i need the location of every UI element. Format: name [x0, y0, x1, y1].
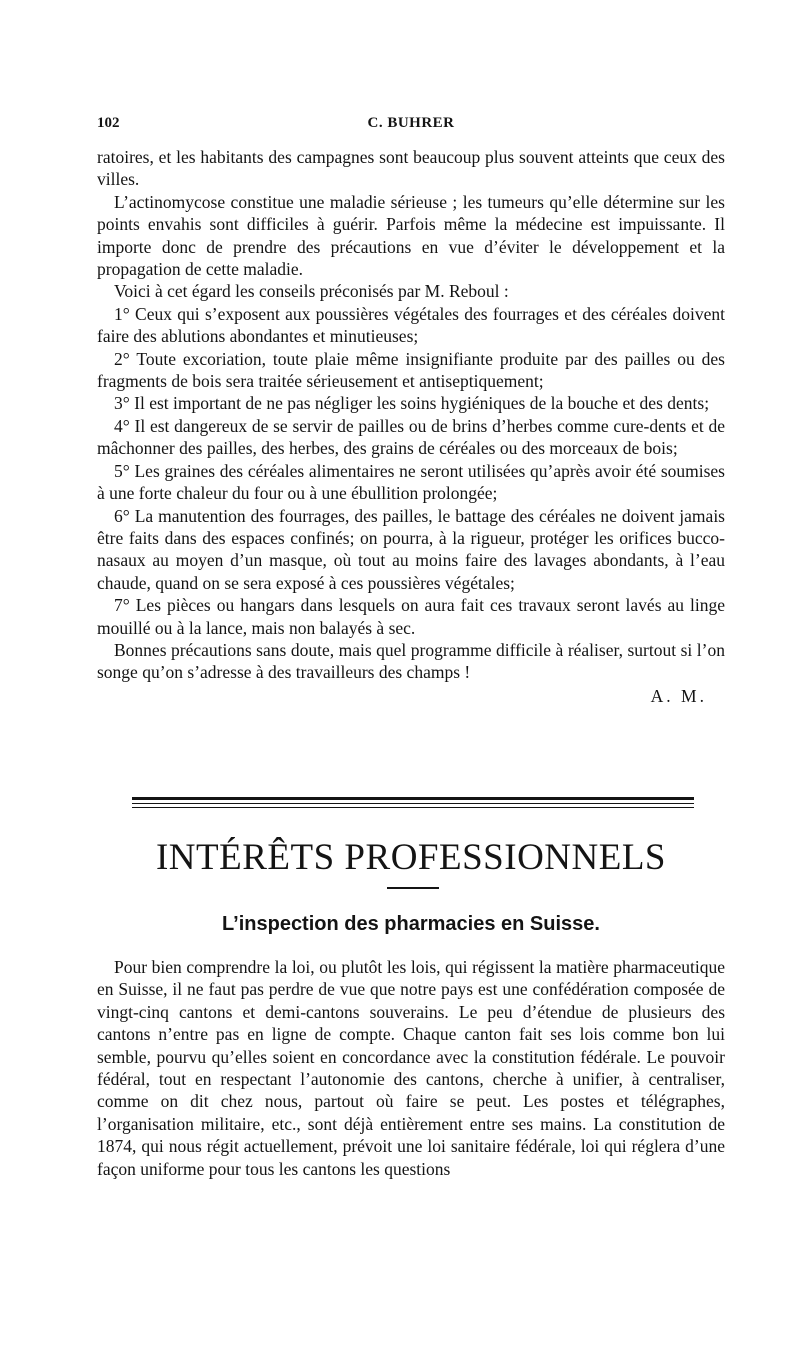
- title-underline: [387, 887, 439, 889]
- list-item: 6° La manutention des fourrages, des pailles, le battage des céréales ne doivent jamais être faits dans des espaces confinés; on pourra, à la rigueur, protéger les orifices bucco-nasaux au moyen d’un masque, où tout au moins faire des lavages abondants, à l’eau chaude, quand on se sera exposé à ces poussières végétales;: [97, 505, 725, 593]
- list-item: 2° Toute excoriation, toute plaie même insignifiante produite par des pailles ou des fragments de bois sera traitée sérieusement et antiseptiquement;: [97, 348, 725, 392]
- divider-thin: [132, 803, 694, 804]
- list-item: 7° Les pièces ou hangars dans lesquels on aura fait ces travaux seront lavés au linge mouillé ou à la lance, mais non balayés à sec.: [97, 595, 725, 638]
- signature: A. M.: [650, 685, 707, 706]
- paragraph: Voici à cet égard les conseils préconisés par M. Reboul :: [114, 281, 509, 302]
- list-item: 1° Ceux qui s’exposent aux poussières végétales des fourrages et des céréales doivent faire des ablutions abondantes et minutieuses;: [97, 303, 725, 347]
- paragraph: Pour bien comprendre la loi, ou plutôt les lois, qui régissent la matière pharmaceutique en Suisse, il ne faut pas perdre de vue que notre pays est une confédération composée de vingt-cinq cantons et demi-cantons souverains. Le peu d’étendue de plusieurs des cantons n’entre pas en ligne de compte. Chaque canton fait ses lois comme bon lui semble, pourvu qu’elles soient en concordance avec la constitution fédérale. Le pouvoir fédéral, tout en respectant l’autonomie des cantons, cherche à unifier, à centraliser, comme on dit chez nous, partout où faire se peut. Les postes et télégraphes, l’organisation militaire, etc., sont déjà entièrement entre ses mains. La constitution de 1874, qui nous régit actuellement, prévoit une loi sanitaire fédérale, loi qui réglera d’une façon uniforme pour tous les cantons les questions: [97, 957, 725, 1179]
- running-head: [97, 115, 725, 135]
- divider-thin: [132, 807, 694, 808]
- divider-thick: [132, 797, 694, 800]
- list-item: 5° Les graines des céréales alimentaires ne seront utilisées qu’après avoir été soumises à une forte chaleur du four ou à une ébullition prolongée;: [97, 460, 725, 504]
- list-item: 4° Il est dangereux de se servir de pailles ou de brins d’herbes comme cure-dents et de mâchonner des pailles, des herbes, des grains de céréales ou des morceaux de bois;: [97, 415, 725, 459]
- list-item: 3° Il est important de ne pas négliger les soins hygiéniques de la bouche et des dents;: [114, 393, 710, 414]
- running-head-author: C. BUHRER: [367, 115, 455, 131]
- paragraph: Bonnes précautions sans doute, mais quel programme difficile à réaliser, surtout si l’on songe qu’on s’adresse à des travailleurs des champs !: [97, 639, 725, 683]
- article-title: L’inspection des pharmacies en Suisse.: [222, 913, 600, 935]
- paragraph: ratoires, et les habitants des campagnes sont beaucoup plus souvent atteints que ceux des villes.: [97, 147, 725, 190]
- section-title: INTÉRÊTS PROFESSIONNELS: [155, 837, 667, 878]
- upper-text-block: [97, 146, 725, 707]
- article-text-block: [97, 956, 725, 1180]
- paragraph: L’actinomycose constitue une maladie sérieuse ; les tumeurs qu’elle détermine sur les points envahis sont difficiles à guérir. Parfois même la médecine est impuissante. Il importe donc de prendre des précautions en vue d’éviter le développement et la propagation de cette maladie.: [97, 191, 725, 280]
- page-number: 102: [97, 115, 120, 131]
